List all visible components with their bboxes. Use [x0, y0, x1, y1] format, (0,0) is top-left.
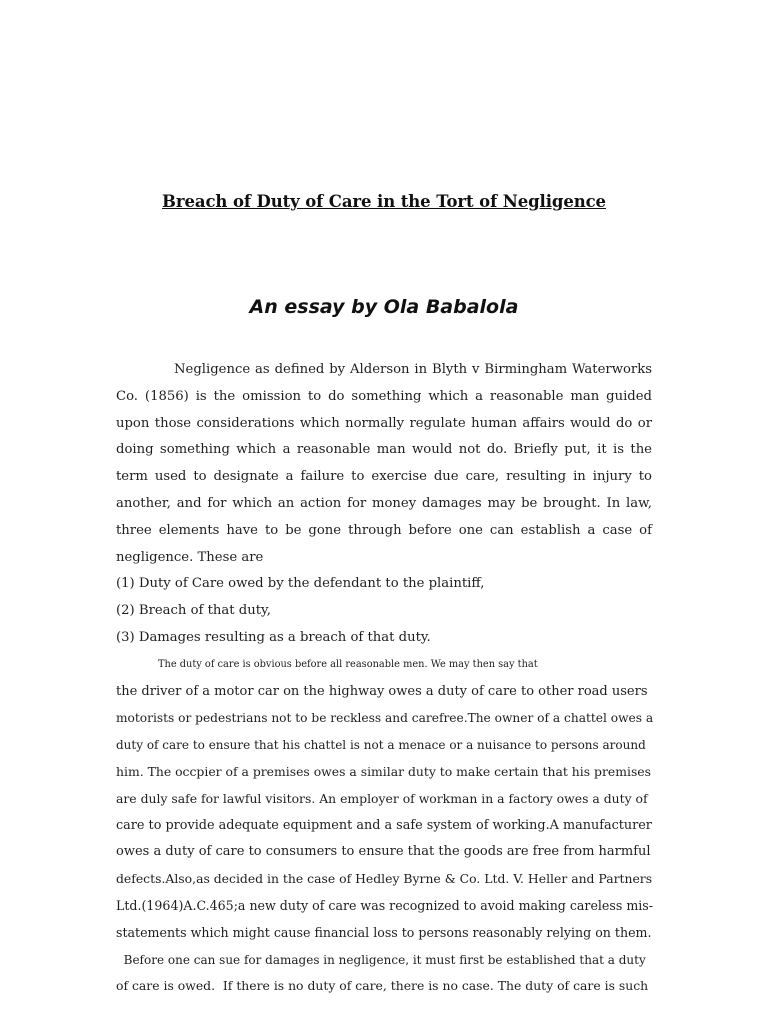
- paragraph-line: are duly safe for lawful visitors. An employer of workman in a factory owes a duty of: [116, 790, 648, 806]
- list-item: (2) Breach of that duty,: [116, 603, 271, 619]
- document-title: Breach of Duty of Care in the Tort of Negligence: [162, 192, 606, 211]
- paragraph-line: defects.Also,as decided in the case of Hedley Byrne & Co. Ltd. V. Heller and Partners: [116, 871, 653, 887]
- paragraph-line: The duty of care is obvious before all reasonable men. We may then say that: [158, 658, 538, 670]
- paragraph-line: owes a duty of care to consumers to ensure that the goods are free from harmful: [116, 844, 651, 860]
- paragraph-line: statements which might cause financial loss to persons reasonably relying on them.: [116, 924, 652, 940]
- paragraph-suing-for-damages: [116, 947, 652, 1001]
- paragraph-line: Before one can sue for damages in negligence, it must first be established that a duty: [116, 952, 646, 967]
- list-item: (1) Duty of Care owed by the defendant to the plaintiff,: [116, 576, 485, 592]
- paragraph-line: of care is owed. If there is no duty of care, there is no case. The duty of care is such: [116, 978, 649, 994]
- paragraph-line: care to provide adequate equipment and a safe system of working.A manufacturer: [116, 817, 652, 833]
- paragraph-duty-of-care: [116, 652, 652, 947]
- paragraph-line: Ltd.(1964)A.C.465;a new duty of care was recognized to avoid making careless mis-: [116, 897, 654, 913]
- document-subtitle: An essay by Ola Babalola: [249, 296, 519, 318]
- paragraph-line: the driver of a motor car on the highway owes a duty of care to other road users: [116, 683, 648, 699]
- paragraph-line: duty of care to ensure that his chattel is not a menace or a nuisance to persons around: [116, 738, 646, 753]
- document-body: [116, 357, 652, 1000]
- list-item: (3) Damages resulting as a breach of that duty.: [116, 629, 431, 645]
- paragraph-line: motorists or pedestrians not to be reckless and carefree.The owner of a chattel owes a: [116, 711, 654, 726]
- paragraph-line: him. The occpier of a premises owes a similar duty to make certain that his premises: [116, 763, 651, 779]
- paragraph-negligence-definition: Negligence as defined by Alderson in Blyth v Birmingham Waterworks Co. (1856) is the omission to do something which a reasonable man guided upon those considerations which normally regulate human affairs would do or doing something which a reasonable man would not do. Briefly put, it is the term used to designate a failure to exercise due care, resulting in injury to another, and for which an action for money damages may be brought. In law, three elements have to be gone through before one can establish a case of negligence. These are: [116, 362, 652, 565]
